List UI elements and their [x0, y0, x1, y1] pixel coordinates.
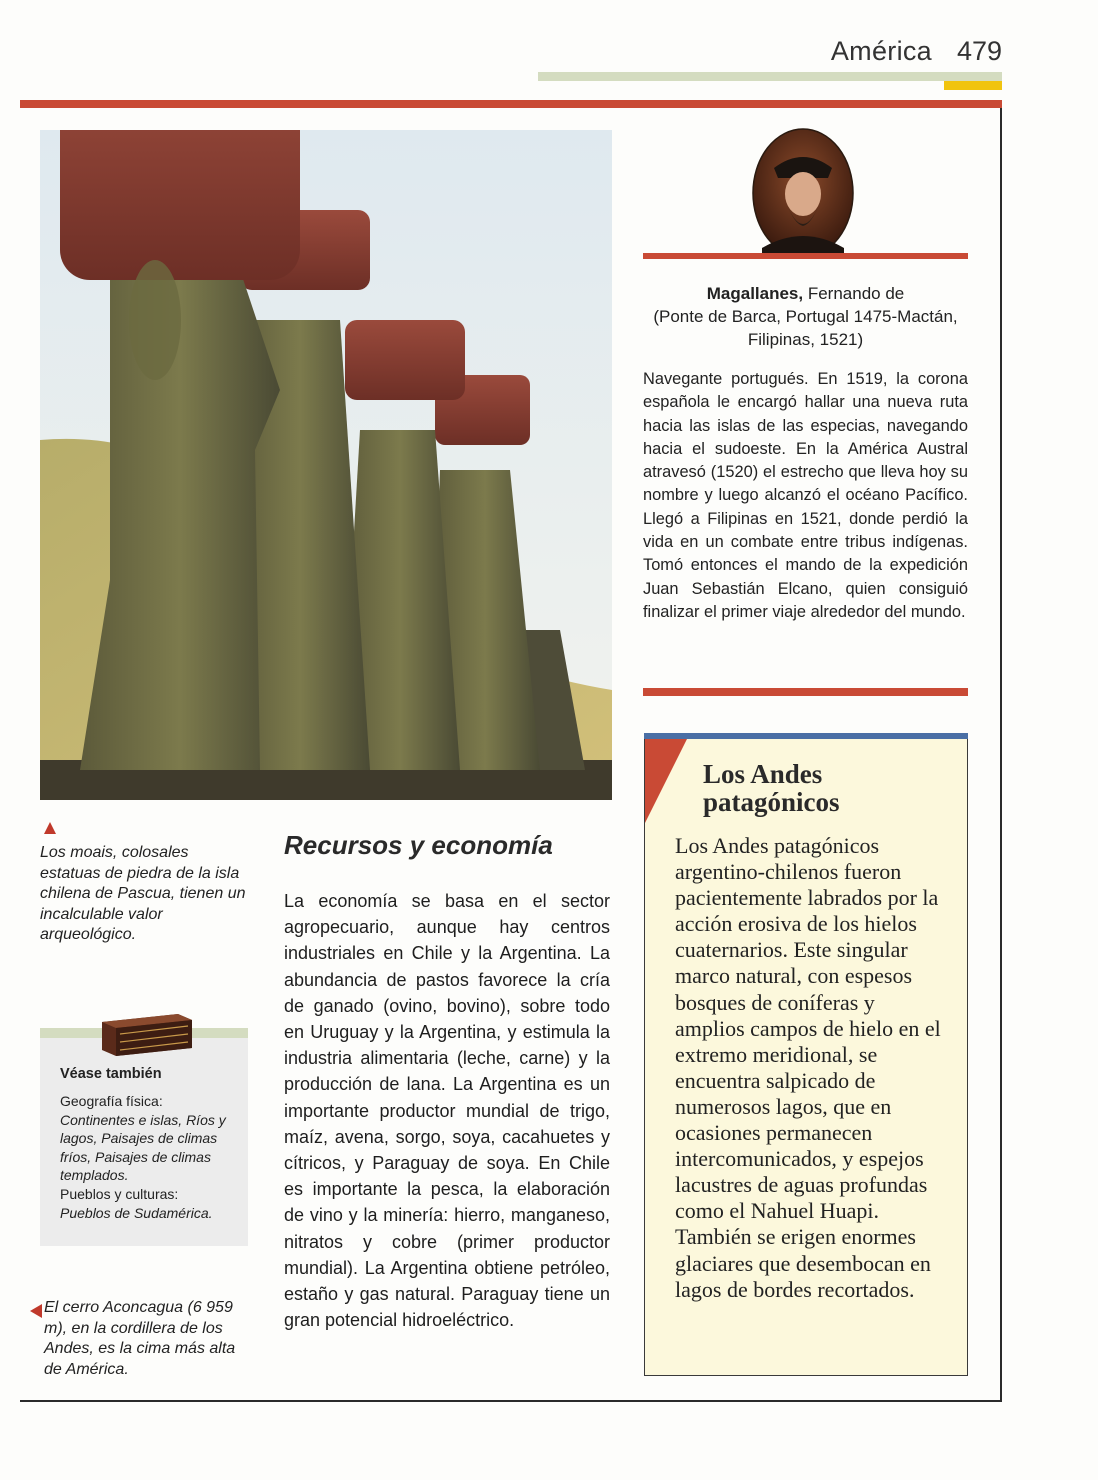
bottom-border-rule	[20, 1400, 1002, 1402]
sidebar-title-line: patagónicos	[703, 787, 840, 817]
section-title: Recursos y economía	[284, 830, 553, 860]
right-border-rule	[1000, 108, 1002, 1402]
caption-arrow-left-icon	[30, 1304, 42, 1318]
biography-details: (Ponte de Barca, Portugal 1475-Mactán, Filipinas, 1521)	[653, 307, 958, 349]
photo-caption: Los moais, colosales estatuas de piedra de la isla chilena de Pascua, tienen un incalculable valor arqueológico.	[40, 844, 246, 943]
biography-bottom-rule	[643, 688, 968, 696]
see-also-links[interactable]: Pueblos de Sudamérica.	[60, 1204, 213, 1221]
header-rule-red	[20, 100, 1002, 108]
biography-caption	[643, 282, 968, 351]
biography-name-rest: Fernando de	[803, 284, 905, 303]
book-icon	[98, 1012, 194, 1063]
running-header-section: América	[830, 36, 932, 66]
biography-text: Navegante portugués. En 1519, la corona española le encargó hallar una nueva ruta hacia las islas de las especias, navegando hacia el sudoeste. En la América Austral atravesó (1520) el estrecho que lleva hoy su nombre y luego alcanzó el océano Pacífico. Llegó a Filipinas en 1521, donde perdió la vida en un combate entre tribus indígenas. Tomó entonces el mando de la expedición Juan Sebastián Elcano, quien consiguió finalizar el primer viaje alrededor del mundo.	[643, 370, 968, 621]
page-number: 479	[956, 36, 1002, 66]
sidebar-box-top-bar	[644, 733, 968, 739]
sidebar-text: Los Andes patagónicos argentino-chilenos fueron pacientemente labrados por la acción erosiva de los hielos cuaternarios. Este singular marco natural, con espesos bosques de coníferas y amplios campos de hielo en el extremo meridional, se encuentra salpicado de numerosos lagos, que en ocasiones permanecen intercomunicados, y espejos lacustres de aguas profundas como el Nahuel Huapi. También se erigen enormes glaciares que desembocan en lagos de bordes recortados.	[675, 833, 941, 1302]
magellan-portrait	[752, 128, 854, 258]
sidebar-title	[703, 760, 840, 816]
moai-photo	[40, 130, 612, 800]
sidebar-title-line: Los Andes	[703, 759, 823, 789]
caption-arrow-up-icon	[44, 822, 56, 834]
see-also-heading: Véase también	[60, 1066, 162, 1082]
section-body: La economía se basa en el sector agropecuario, aunque hay centros industriales en Chile y la Argentina. La abundancia de pastos favorece la cría de ganado (ovino, bovino), sobre todo en Uruguay y la Argentina, y estimula la industria alimentaria (leche, carne) y la producción de lana. La Argentina es un importante productor mundial de trigo, maíz, avena, sorgo, soya, cacahuetes y cítricos, y Paraguay de soya. En Chile es importante la pesca, la elaboración de vino y la minería: hierro, manganeso, nitratos y cobre (primer productor mundial). La Argentina obtiene petróleo, estaño y gas natural. Paraguay tiene un gran potencial hidroeléctrico.	[284, 891, 610, 1331]
biography-top-rule	[643, 253, 968, 259]
biography-name: Magallanes,	[706, 284, 804, 303]
see-also-links[interactable]: Continentes e islas, Ríos y lagos, Paisajes de climas fríos, Paisajes de climas templados.	[60, 1111, 226, 1184]
header-rule-green	[538, 72, 1002, 81]
see-also-category: Geografía física:	[60, 1093, 163, 1109]
see-also-list	[60, 1092, 245, 1222]
side-caption: El cerro Aconcagua (6 959 m), en la cordillera de los Andes, es la cima más alta de América.	[44, 1299, 236, 1378]
header-rule-yellow	[944, 81, 1002, 90]
sidebar-corner-triangle-icon	[645, 739, 687, 828]
see-also-category: Pueblos y culturas:	[60, 1185, 179, 1202]
